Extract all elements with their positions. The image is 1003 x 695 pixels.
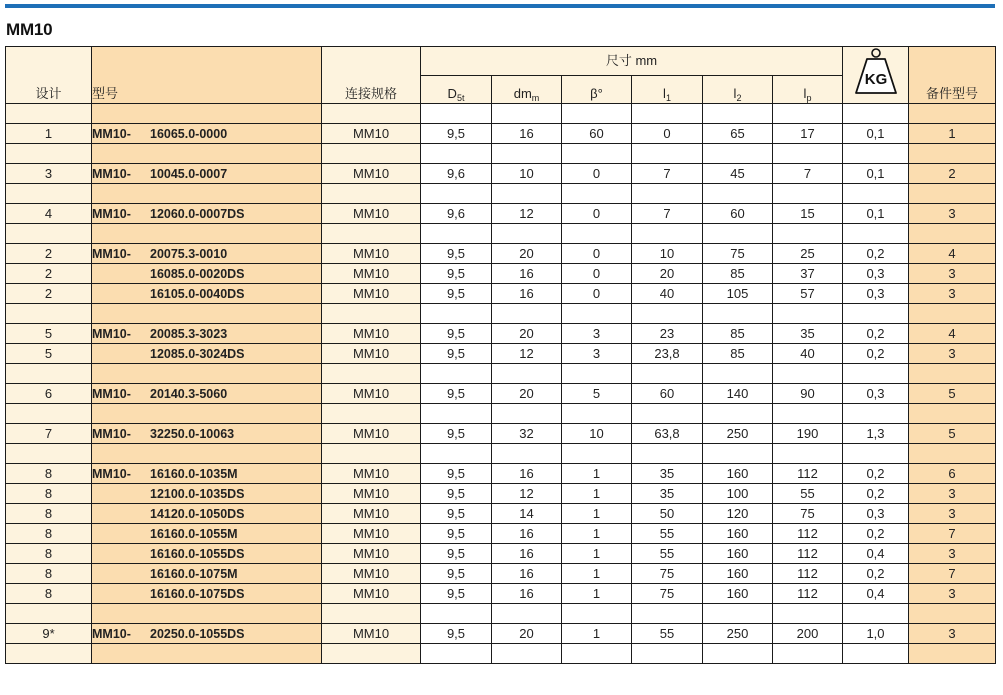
cell-kg: 0,1 xyxy=(843,204,909,224)
cell-beta: 1 xyxy=(562,504,632,524)
cell-kg: 0,2 xyxy=(843,524,909,544)
table-row xyxy=(6,464,996,484)
table-row xyxy=(6,164,996,184)
cell-kg: 0,2 xyxy=(843,564,909,584)
cell-kg: 0,1 xyxy=(843,124,909,144)
cell-conn: MM10 xyxy=(322,424,421,444)
model-number: 20140.3-5060 xyxy=(150,386,228,401)
cell-conn: MM10 xyxy=(322,124,421,144)
cell-spare: 7 xyxy=(909,524,996,544)
cell-spare: 1 xyxy=(909,124,996,144)
cell-kg: 0,4 xyxy=(843,584,909,604)
cell-model xyxy=(92,524,322,544)
cell-lp: 55 xyxy=(773,484,843,504)
cell-model xyxy=(92,284,322,304)
spacer-row xyxy=(6,404,996,424)
cell-lp: 37 xyxy=(773,264,843,284)
cell-l2: 250 xyxy=(703,624,773,644)
cell-beta: 1 xyxy=(562,624,632,644)
table-row xyxy=(6,344,996,364)
spec-table xyxy=(5,46,996,664)
cell-design: 8 xyxy=(6,524,92,544)
cell-l1: 35 xyxy=(632,484,703,504)
table-row xyxy=(6,484,996,504)
table-row xyxy=(6,544,996,564)
cell-spare: 3 xyxy=(909,204,996,224)
cell-spare: 5 xyxy=(909,384,996,404)
cell-kg: 0,3 xyxy=(843,504,909,524)
cell-l2: 120 xyxy=(703,504,773,524)
cell-l2: 85 xyxy=(703,264,773,284)
cell-conn: MM10 xyxy=(322,524,421,544)
cell-l2: 140 xyxy=(703,384,773,404)
cell-d5t: 9,5 xyxy=(421,264,492,284)
cell-conn: MM10 xyxy=(322,544,421,564)
spacer-row xyxy=(6,224,996,244)
cell-spare: 3 xyxy=(909,504,996,524)
cell-l1: 23,8 xyxy=(632,344,703,364)
top-accent-bar xyxy=(5,4,995,8)
cell-beta: 1 xyxy=(562,524,632,544)
spacer-row xyxy=(6,304,996,324)
cell-l2: 160 xyxy=(703,544,773,564)
cell-dm: 16 xyxy=(492,124,562,144)
weight-kg-icon xyxy=(852,47,900,103)
spacer-row xyxy=(6,444,996,464)
model-number: 16160.0-1055M xyxy=(150,526,238,541)
model-number: 16160.0-1035M xyxy=(150,466,238,481)
cell-dm: 16 xyxy=(492,464,562,484)
header-design: 设计 xyxy=(6,47,92,104)
cell-lp: 112 xyxy=(773,584,843,604)
cell-dm: 16 xyxy=(492,524,562,544)
cell-conn: MM10 xyxy=(322,384,421,404)
cell-conn: MM10 xyxy=(322,564,421,584)
cell-conn: MM10 xyxy=(322,464,421,484)
model-number: 20250.0-1055DS xyxy=(150,626,245,641)
cell-spare: 3 xyxy=(909,624,996,644)
cell-l2: 85 xyxy=(703,344,773,364)
cell-spare: 3 xyxy=(909,264,996,284)
cell-design: 5 xyxy=(6,344,92,364)
cell-kg: 1,0 xyxy=(843,624,909,644)
cell-spare: 7 xyxy=(909,564,996,584)
cell-l2: 100 xyxy=(703,484,773,504)
cell-l1: 75 xyxy=(632,564,703,584)
cell-kg: 0,3 xyxy=(843,284,909,304)
cell-d5t: 9,5 xyxy=(421,464,492,484)
cell-conn: MM10 xyxy=(322,284,421,304)
header-dimensions-group: 尺寸 mm xyxy=(421,47,843,76)
page-title: MM10 xyxy=(6,20,53,39)
cell-l1: 40 xyxy=(632,284,703,304)
cell-lp: 90 xyxy=(773,384,843,404)
cell-l1: 50 xyxy=(632,504,703,524)
cell-d5t: 9,5 xyxy=(421,544,492,564)
cell-design: 5 xyxy=(6,324,92,344)
cell-l1: 20 xyxy=(632,264,703,284)
cell-design: 8 xyxy=(6,544,92,564)
cell-conn: MM10 xyxy=(322,164,421,184)
header-weight xyxy=(843,47,909,104)
model-prefix: MM10- xyxy=(92,126,131,141)
cell-model xyxy=(92,264,322,284)
model-prefix: MM10- xyxy=(92,426,131,441)
cell-d5t: 9,5 xyxy=(421,504,492,524)
cell-d5t: 9,5 xyxy=(421,624,492,644)
cell-spare: 3 xyxy=(909,544,996,564)
model-number: 12085.0-3024DS xyxy=(150,346,245,361)
spacer-row xyxy=(6,644,996,664)
cell-design: 2 xyxy=(6,244,92,264)
cell-lp: 112 xyxy=(773,464,843,484)
table-row xyxy=(6,624,996,644)
cell-model xyxy=(92,504,322,524)
cell-kg: 0,3 xyxy=(843,384,909,404)
cell-l2: 60 xyxy=(703,204,773,224)
header-l2: $l_2$ xyxy=(703,75,773,104)
model-number: 16085.0-0020DS xyxy=(150,266,245,281)
model-prefix: MM10- xyxy=(92,626,131,641)
cell-lp: 190 xyxy=(773,424,843,444)
cell-design: 8 xyxy=(6,564,92,584)
cell-dm: 16 xyxy=(492,544,562,564)
model-number: 16160.0-1075DS xyxy=(150,586,245,601)
cell-beta: 3 xyxy=(562,324,632,344)
cell-l1: 55 xyxy=(632,544,703,564)
cell-beta: 3 xyxy=(562,344,632,364)
cell-model xyxy=(92,464,322,484)
header-dmm: $dm_m$ xyxy=(492,75,562,104)
cell-model xyxy=(92,244,322,264)
cell-dm: 16 xyxy=(492,264,562,284)
cell-l1: 23 xyxy=(632,324,703,344)
cell-l1: 7 xyxy=(632,164,703,184)
model-prefix: MM10- xyxy=(92,246,131,261)
cell-kg: 0,2 xyxy=(843,344,909,364)
cell-lp: 200 xyxy=(773,624,843,644)
cell-model xyxy=(92,324,322,344)
cell-l2: 160 xyxy=(703,524,773,544)
cell-lp: 25 xyxy=(773,244,843,264)
model-number: 16065.0-0000 xyxy=(150,126,228,141)
cell-l1: 63,8 xyxy=(632,424,703,444)
cell-conn: MM10 xyxy=(322,204,421,224)
cell-l2: 45 xyxy=(703,164,773,184)
cell-design: 8 xyxy=(6,584,92,604)
spacer-row xyxy=(6,364,996,384)
cell-design: 3 xyxy=(6,164,92,184)
table-row xyxy=(6,124,996,144)
cell-d5t: 9,5 xyxy=(421,564,492,584)
table-row xyxy=(6,504,996,524)
header-model: 型号 xyxy=(92,47,322,104)
cell-l2: 105 xyxy=(703,284,773,304)
model-prefix: MM10- xyxy=(92,466,131,481)
cell-model xyxy=(92,584,322,604)
cell-beta: 1 xyxy=(562,484,632,504)
table-row xyxy=(6,244,996,264)
cell-model xyxy=(92,544,322,564)
cell-design: 8 xyxy=(6,504,92,524)
table-row xyxy=(6,584,996,604)
cell-model xyxy=(92,124,322,144)
cell-l2: 75 xyxy=(703,244,773,264)
cell-lp: 112 xyxy=(773,564,843,584)
cell-l2: 65 xyxy=(703,124,773,144)
model-number: 14120.0-1050DS xyxy=(150,506,245,521)
table-row xyxy=(6,264,996,284)
cell-l1: 7 xyxy=(632,204,703,224)
cell-kg: 0,2 xyxy=(843,324,909,344)
cell-lp: 75 xyxy=(773,504,843,524)
header-spare: 备件型号 xyxy=(909,47,996,104)
spec-table-body xyxy=(6,104,996,664)
cell-d5t: 9,5 xyxy=(421,484,492,504)
cell-beta: 0 xyxy=(562,244,632,264)
cell-model xyxy=(92,424,322,444)
cell-conn: MM10 xyxy=(322,584,421,604)
cell-model xyxy=(92,384,322,404)
cell-l2: 85 xyxy=(703,324,773,344)
cell-kg: 1,3 xyxy=(843,424,909,444)
cell-d5t: 9,5 xyxy=(421,324,492,344)
cell-dm: 20 xyxy=(492,244,562,264)
cell-kg: 0,2 xyxy=(843,464,909,484)
cell-lp: 112 xyxy=(773,544,843,564)
cell-lp: 112 xyxy=(773,524,843,544)
cell-d5t: 9,6 xyxy=(421,204,492,224)
cell-conn: MM10 xyxy=(322,344,421,364)
cell-spare: 3 xyxy=(909,584,996,604)
cell-spare: 3 xyxy=(909,484,996,504)
cell-conn: MM10 xyxy=(322,324,421,344)
model-number: 12060.0-0007DS xyxy=(150,206,245,221)
header-l1: $l_1$ xyxy=(632,75,703,104)
cell-conn: MM10 xyxy=(322,244,421,264)
cell-design: 8 xyxy=(6,484,92,504)
cell-kg: 0,3 xyxy=(843,264,909,284)
cell-lp: 35 xyxy=(773,324,843,344)
cell-design: 8 xyxy=(6,464,92,484)
cell-l1: 10 xyxy=(632,244,703,264)
cell-l2: 160 xyxy=(703,564,773,584)
cell-l1: 35 xyxy=(632,464,703,484)
cell-design: 2 xyxy=(6,284,92,304)
cell-l1: 75 xyxy=(632,584,703,604)
cell-beta: 1 xyxy=(562,544,632,564)
table-row xyxy=(6,324,996,344)
cell-beta: 0 xyxy=(562,284,632,304)
cell-spare: 6 xyxy=(909,464,996,484)
model-number: 16160.0-1075M xyxy=(150,566,238,581)
model-number: 10045.0-0007 xyxy=(150,166,228,181)
cell-beta: 0 xyxy=(562,204,632,224)
table-row xyxy=(6,424,996,444)
cell-model xyxy=(92,204,322,224)
cell-dm: 16 xyxy=(492,564,562,584)
cell-l2: 160 xyxy=(703,464,773,484)
model-number: 12100.0-1035DS xyxy=(150,486,245,501)
cell-design: 6 xyxy=(6,384,92,404)
model-number: 20075.3-0010 xyxy=(150,246,228,261)
cell-design: 1 xyxy=(6,124,92,144)
spacer-row xyxy=(6,604,996,624)
cell-l2: 250 xyxy=(703,424,773,444)
spacer-row xyxy=(6,144,996,164)
cell-beta: 60 xyxy=(562,124,632,144)
model-number: 32250.0-10063 xyxy=(150,426,235,441)
cell-dm: 16 xyxy=(492,284,562,304)
cell-d5t: 9,5 xyxy=(421,124,492,144)
cell-kg: 0,2 xyxy=(843,244,909,264)
cell-conn: MM10 xyxy=(322,484,421,504)
cell-beta: 1 xyxy=(562,464,632,484)
spacer-row xyxy=(6,184,996,204)
model-prefix: MM10- xyxy=(92,206,131,221)
header-lp: $l_p$ xyxy=(773,75,843,104)
cell-dm: 10 xyxy=(492,164,562,184)
cell-spare: 3 xyxy=(909,284,996,304)
weight-icon-label: KG xyxy=(864,71,887,88)
cell-d5t: 9,5 xyxy=(421,384,492,404)
cell-l1: 0 xyxy=(632,124,703,144)
cell-model xyxy=(92,564,322,584)
cell-spare: 3 xyxy=(909,344,996,364)
cell-spare: 4 xyxy=(909,244,996,264)
cell-lp: 7 xyxy=(773,164,843,184)
cell-dm: 32 xyxy=(492,424,562,444)
cell-beta: 1 xyxy=(562,564,632,584)
cell-design: 9* xyxy=(6,624,92,644)
model-prefix: MM10- xyxy=(92,326,131,341)
cell-d5t: 9,5 xyxy=(421,284,492,304)
cell-conn: MM10 xyxy=(322,504,421,524)
cell-dm: 20 xyxy=(492,324,562,344)
cell-beta: 0 xyxy=(562,264,632,284)
cell-dm: 12 xyxy=(492,204,562,224)
cell-design: 4 xyxy=(6,204,92,224)
cell-dm: 12 xyxy=(492,484,562,504)
cell-dm: 12 xyxy=(492,344,562,364)
cell-model xyxy=(92,344,322,364)
model-prefix: MM10- xyxy=(92,386,131,401)
cell-kg: 0,2 xyxy=(843,484,909,504)
header-beta: β° xyxy=(562,75,632,104)
cell-model xyxy=(92,484,322,504)
spacer-row xyxy=(6,104,996,124)
table-row xyxy=(6,384,996,404)
cell-d5t: 9,5 xyxy=(421,244,492,264)
cell-d5t: 9,5 xyxy=(421,344,492,364)
table-row xyxy=(6,564,996,584)
cell-conn: MM10 xyxy=(322,624,421,644)
cell-lp: 57 xyxy=(773,284,843,304)
cell-dm: 20 xyxy=(492,624,562,644)
cell-beta: 0 xyxy=(562,164,632,184)
cell-l1: 55 xyxy=(632,624,703,644)
cell-beta: 5 xyxy=(562,384,632,404)
cell-kg: 0,4 xyxy=(843,544,909,564)
cell-beta: 1 xyxy=(562,584,632,604)
cell-spare: 5 xyxy=(909,424,996,444)
cell-l1: 55 xyxy=(632,524,703,544)
cell-d5t: 9,6 xyxy=(421,164,492,184)
cell-lp: 15 xyxy=(773,204,843,224)
cell-dm: 16 xyxy=(492,584,562,604)
cell-l1: 60 xyxy=(632,384,703,404)
cell-beta: 10 xyxy=(562,424,632,444)
cell-conn: MM10 xyxy=(322,264,421,284)
cell-lp: 40 xyxy=(773,344,843,364)
cell-model xyxy=(92,624,322,644)
cell-model xyxy=(92,164,322,184)
cell-kg: 0,1 xyxy=(843,164,909,184)
model-prefix: MM10- xyxy=(92,166,131,181)
table-row xyxy=(6,524,996,544)
cell-design: 7 xyxy=(6,424,92,444)
table-row xyxy=(6,284,996,304)
cell-dm: 14 xyxy=(492,504,562,524)
header-connection: 连接规格 xyxy=(322,47,421,104)
cell-d5t: 9,5 xyxy=(421,524,492,544)
cell-d5t: 9,5 xyxy=(421,584,492,604)
cell-dm: 20 xyxy=(492,384,562,404)
model-number: 20085.3-3023 xyxy=(150,326,228,341)
cell-l2: 160 xyxy=(703,584,773,604)
header-d5t: $D_{5t}$ xyxy=(421,75,492,104)
cell-lp: 17 xyxy=(773,124,843,144)
cell-spare: 2 xyxy=(909,164,996,184)
model-number: 16105.0-0040DS xyxy=(150,286,245,301)
cell-spare: 4 xyxy=(909,324,996,344)
cell-d5t: 9,5 xyxy=(421,424,492,444)
table-row xyxy=(6,204,996,224)
cell-design: 2 xyxy=(6,264,92,284)
model-number: 16160.0-1055DS xyxy=(150,546,245,561)
